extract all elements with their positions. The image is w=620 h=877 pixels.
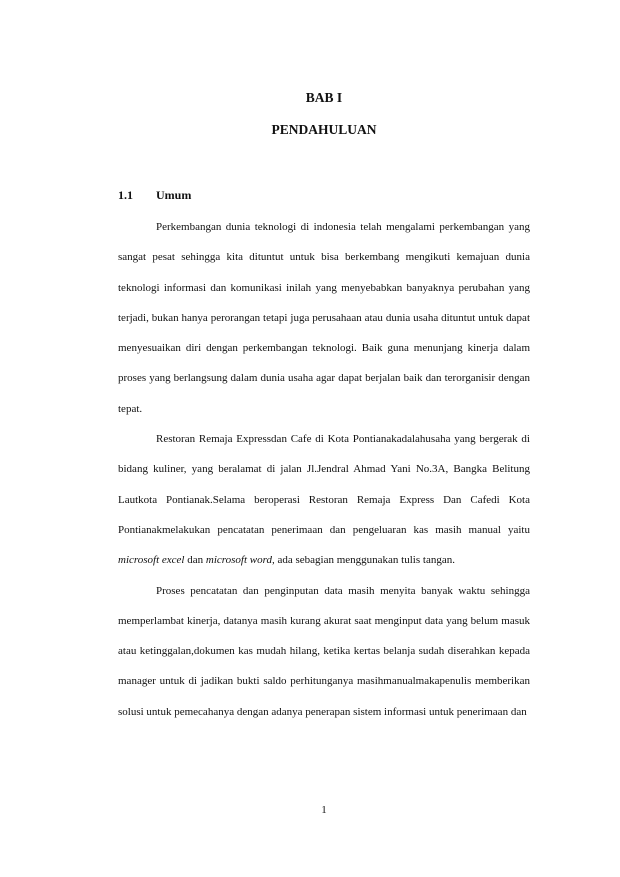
body-text (118, 212, 530, 727)
paragraph-2-part-2: dan (184, 554, 206, 567)
section-title: Umum (156, 188, 192, 202)
paragraph-2 (118, 424, 530, 575)
paragraph-2-part-1: Restoran Remaja Expressdan Cafe di Kota Pontianakadalahusaha yang bergerak di bidang kuliner, yang beralamat di jalan Jl.Jendral Ahmad Yani No.3A, Bangka Belitung Lautkota Pontianak.Selama beroperasi Restoran Remaja Express Dan Cafedi Kota Pontianakmelakukan pencatatan penerimaan dan pengeluaran kas masih manual yaitu (118, 433, 530, 536)
paragraph-2-italic-word: microsoft word, (205, 554, 275, 567)
paragraph-2-part-3: ada sebagian menggunakan tulis tangan. (274, 554, 455, 567)
chapter-title: PENDAHULUAN (271, 122, 377, 137)
section-heading (118, 188, 191, 203)
paragraph-1: Perkembangan dunia teknologi di indonesia telah mengalami perkembangan yang sangat pesat sehingga kita dituntut untuk bisa berkembang mengikuti kemajuan dunia teknologi informasi dan komunikasi inilah yang menyebabkan banyaknya perubahan yang terjadi, bukan hanya perorangan tetapi juga perusahaan atau dunia usaha dituntut untuk dapat menyesuaikan diri dengan perkembangan teknologi. Baik guna menunjang kinerja dalam proses yang berlangsung dalam dunia usaha agar dapat berjalan baik dan terorganisir dengan tepat. (118, 221, 530, 415)
page-number: 1 (321, 804, 327, 816)
section-number: 1.1 (118, 188, 133, 202)
chapter-number: BAB I (305, 90, 343, 105)
paragraph-2-italic-excel: microsoft excel (118, 554, 185, 567)
paragraph-3: Proses pencatatan dan penginputan data masih menyita banyak waktu sehingga memperlambat kinerja, datanya masih kurang akurat saat menginput data yang belum masuk atau ketinggalan,dokumen kas mudah hilang, ketika kertas belanja sudah diserahkan kepada manager untuk di jadikan bukti saldo perhitunganya masihmanualmakapenulis memberikan solusi untuk pemecahanya dengan adanya penerapan sistem informasi untuk penerimaan dan (118, 584, 530, 718)
